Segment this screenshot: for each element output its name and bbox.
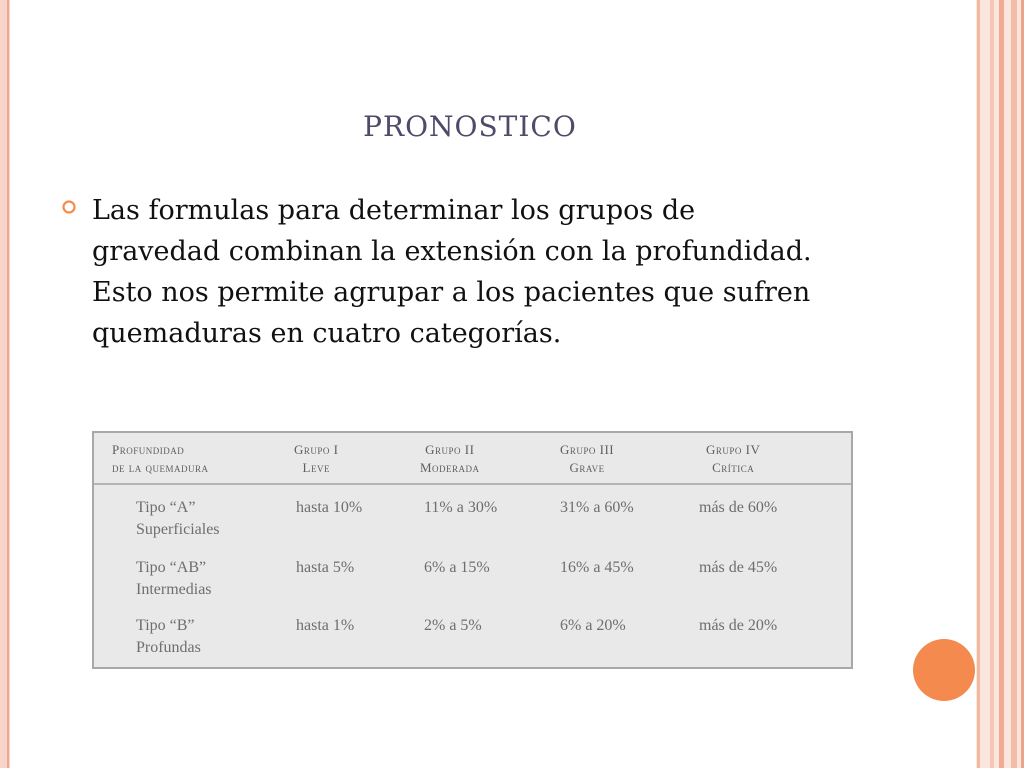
table-header-row bbox=[94, 433, 851, 485]
right-border-line bbox=[999, 0, 1004, 768]
header-line: Crítica bbox=[712, 460, 755, 475]
table-cell: 6% a 15% bbox=[424, 559, 490, 576]
table-header-cell bbox=[706, 441, 760, 477]
slide-title: PRONOSTICO bbox=[363, 110, 577, 143]
table-cell: hasta 10% bbox=[296, 499, 363, 516]
header-line: Grupo I bbox=[294, 442, 339, 457]
table-cell: más de 20% bbox=[699, 617, 778, 634]
table-row-label bbox=[136, 615, 201, 659]
table-cell: 31% a 60% bbox=[560, 499, 634, 516]
burn-severity-table bbox=[92, 431, 853, 669]
table-header-cell bbox=[112, 441, 209, 477]
table-cell: 16% a 45% bbox=[560, 559, 634, 576]
decorative-circle bbox=[913, 639, 975, 701]
table-header-cell bbox=[420, 441, 480, 477]
right-border-line bbox=[990, 0, 994, 768]
header-line: Grave bbox=[569, 460, 605, 475]
table-cell: hasta 1% bbox=[296, 617, 355, 634]
row-type: Tipo “A” bbox=[136, 499, 196, 516]
row-type-desc: Intermedias bbox=[136, 581, 212, 598]
table-row-label bbox=[136, 497, 220, 541]
table-cell: más de 45% bbox=[699, 559, 778, 576]
right-border-line bbox=[977, 0, 980, 768]
header-line: Grupo III bbox=[560, 442, 615, 457]
row-type: Tipo “B” bbox=[136, 617, 195, 634]
header-line: Profundidad bbox=[112, 442, 185, 457]
row-type-desc: Superficiales bbox=[136, 521, 220, 538]
row-type-desc: Profundas bbox=[136, 639, 201, 656]
table-cell: 11% a 30% bbox=[424, 499, 498, 516]
bullet-item bbox=[62, 190, 822, 354]
header-line: Grupo II bbox=[425, 442, 475, 457]
header-line: Leve bbox=[302, 460, 330, 475]
bullet-icon bbox=[62, 200, 76, 214]
table-cell: hasta 5% bbox=[296, 559, 355, 576]
header-line: Moderada bbox=[420, 460, 480, 475]
table-header-cell bbox=[294, 441, 338, 477]
row-type: Tipo “AB” bbox=[136, 559, 207, 576]
table-header-cell bbox=[560, 441, 614, 477]
table-cell: más de 60% bbox=[699, 499, 778, 516]
table-row-label bbox=[136, 557, 212, 601]
header-line: Grupo IV bbox=[706, 442, 761, 457]
bullet-text: Las formulas para determinar los grupos de gravedad combinan la extensión con la profundidad. Esto nos permite agrupar a los pacientes que sufren quemaduras en cuatro categorías. bbox=[92, 195, 812, 349]
right-border-band bbox=[976, 0, 1024, 768]
right-border-line bbox=[1011, 0, 1017, 768]
table-cell: 6% a 20% bbox=[560, 617, 626, 634]
table-cell: 2% a 5% bbox=[424, 617, 482, 634]
header-line: de la quemadura bbox=[112, 460, 209, 475]
